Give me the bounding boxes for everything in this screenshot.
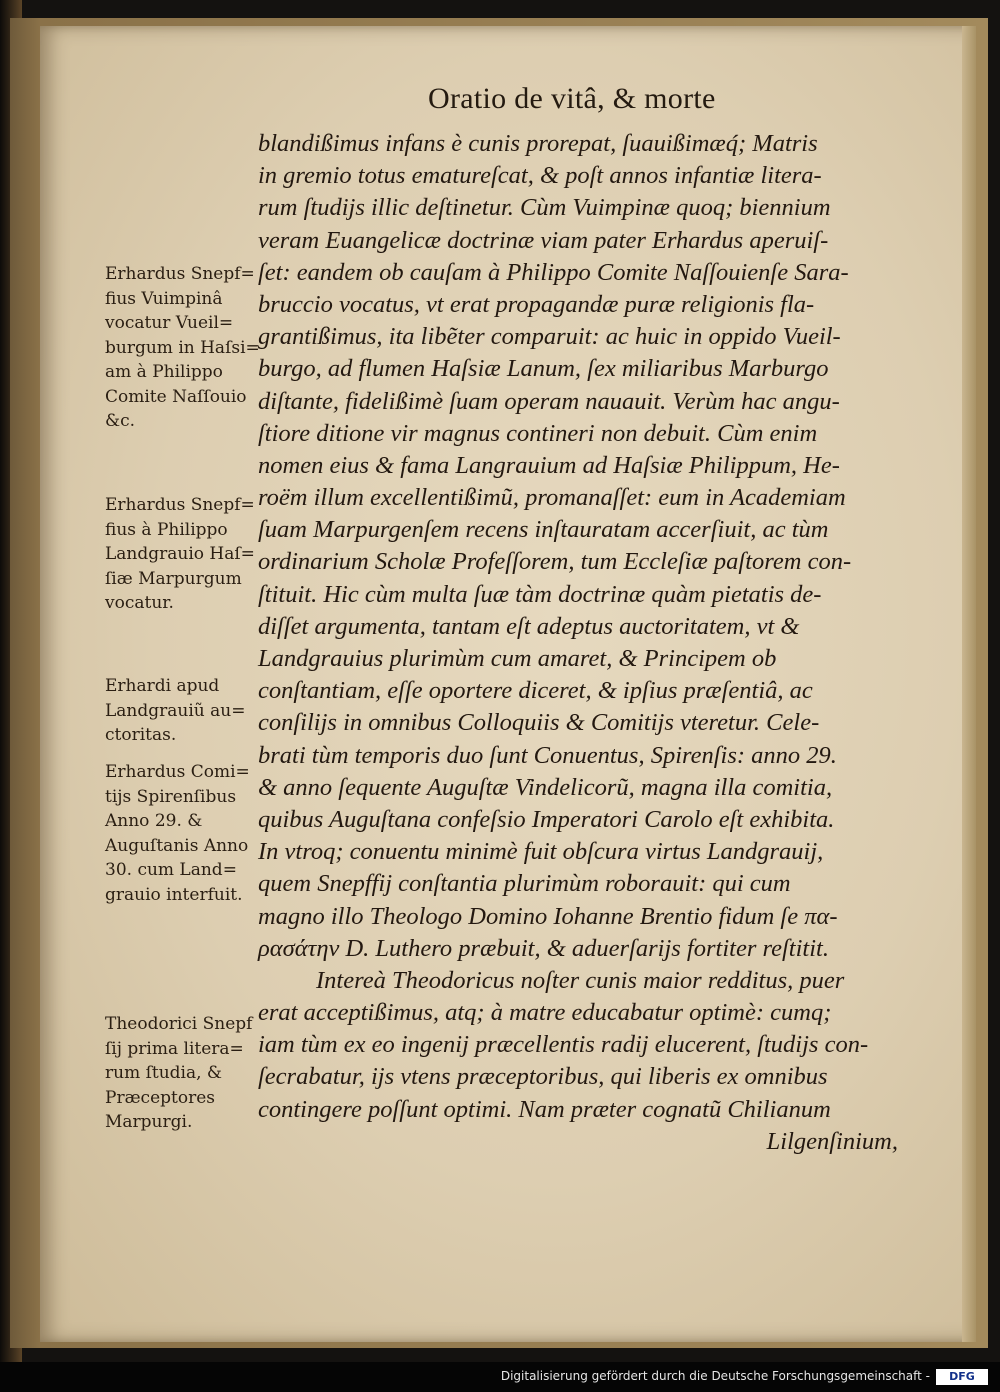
text-line: contingere poſſunt optimi. Nam præter cognatũ Chilianum xyxy=(258,1095,831,1123)
text-line: magno illo Theologo Domino Iohanne Brentio fidum ſe πα- xyxy=(258,902,838,930)
main-text xyxy=(258,128,908,1158)
margin-note-line: ſiæ Marpurgum xyxy=(105,568,242,589)
margin-note-line: fius à Philippo xyxy=(105,519,228,540)
margin-note-line: am à Philippo xyxy=(105,362,223,382)
text-line: iam tùm ex eo ingenij præcellentis radij elucerent, ſtudijs con- xyxy=(258,1031,869,1059)
text-line: ſtiore ditione vir magnus contineri non debuit. Cùm enim xyxy=(258,419,818,447)
margin-note-line: Theodorici Snepf xyxy=(105,1014,253,1034)
text-line: nomen eius & fama Langrauium ad Haſsiæ Philippum, He- xyxy=(258,451,840,479)
text-line: grantißimus, ita libẽter comparuit: ac huic in oppido Vueil- xyxy=(258,323,841,351)
text-line: ſtituit. Hic cùm multa ſuæ tàm doctrinæ quàm pietatis de- xyxy=(258,580,822,608)
text-line: conſilijs in omnibus Colloquiis & Comitijs vteretur. Cele- xyxy=(258,709,820,737)
margin-note-line: Præceptores xyxy=(105,1087,215,1108)
margin-note-line: Anno 29. & xyxy=(105,811,203,831)
text-line: In vtroq; conuentu minimè fuit obſcura virtus Landgrauij, xyxy=(258,838,824,866)
page-edge xyxy=(962,26,976,1342)
margin-note-line: Erhardus Snepf= xyxy=(105,495,255,515)
margin-note-line: grauio interfuit. xyxy=(105,884,243,905)
margin-note-line: fius Vuimpinâ xyxy=(105,288,223,309)
margin-note-line: ſij prima litera= xyxy=(105,1038,244,1059)
text-line: diſſet argumenta, tantam eſt adeptus auctoritatem, vt & xyxy=(258,612,800,640)
text-line: ordinarium Scholæ Profeſſorem, tum Eccleſiæ paſtorem con- xyxy=(258,548,852,576)
text-line: ſuam Marpurgenſem recens inſtauratam accerſiuit, ac tùm xyxy=(258,516,829,544)
margin-note-line: Landgrauio Haſ= xyxy=(105,544,255,564)
text-line: rum ſtudijs illic deſtinetur. Cùm Vuimpinæ quoq; biennium xyxy=(258,194,831,222)
text-line: veram Euangelicæ doctrinæ viam pater Erhardus aperuiſ- xyxy=(258,226,829,254)
margin-note-line: Auguſtanis Anno xyxy=(105,835,249,856)
margin-note-line: Comite Naſſouio xyxy=(105,386,247,407)
text-line: in gremio totus ematureſcat, & poſt annos infantiæ litera- xyxy=(258,162,822,190)
digitization-credit: Digitalisierung gefördert durch die Deutsche Forschungsgemeinschaft - xyxy=(500,1369,930,1383)
margin-note-line: rum ſtudia, & xyxy=(105,1063,223,1083)
margin-note-line: vocatur Vueil= xyxy=(105,313,234,333)
footer-bar xyxy=(0,1362,1000,1392)
margin-note-line: Erhardi apud xyxy=(105,676,220,696)
margin-note-line: burgum in Haſsi= xyxy=(105,337,260,358)
text-line: brati tùm temporis duo ſunt Conuentus, Spirenſis: anno 29. xyxy=(258,741,837,769)
margin-note xyxy=(105,674,245,748)
text-line: Intereà Theodoricus noſter cunis maior redditus, puer xyxy=(316,966,845,994)
text-line: ſet: eandem ob cauſam à Philippo Comite Naſſouienſe Sara- xyxy=(258,258,849,286)
text-line: erat acceptißimus, atq; à matre educabatur optimè: cumq; xyxy=(258,999,832,1027)
text-line: Landgrauius plurimùm cum amaret, & Principem ob xyxy=(258,645,777,672)
margin-note-line: &c. xyxy=(105,411,136,431)
margin-note-line: Landgrauiũ au= xyxy=(105,700,246,721)
dfg-logo: DFG xyxy=(936,1369,988,1385)
text-line: roëm illum excellentißimũ, promanaſſet: eum in Academiam xyxy=(258,484,846,512)
text-line: ſecrabatur, ijs vtens præceptoribus, qui liberis ex omnibus xyxy=(258,1063,828,1091)
margin-note-line: Erhardus Comi= xyxy=(105,762,250,782)
text-line: & anno ſequente Auguſtæ Vindelicorũ, magna illa comitia, xyxy=(258,773,833,801)
text-line: blandißimus infans è cunis prorepat, ſuauißimæq́; Matris xyxy=(258,130,818,157)
text-line: quem Snepffij conſtantia plurimùm roborauit: qui cum xyxy=(258,870,791,898)
margin-note xyxy=(105,262,260,434)
margin-note xyxy=(105,1012,252,1135)
margin-note-line: ctoritas. xyxy=(105,725,177,745)
text-line: ρασάτην D. Luthero præbuit, & aduerſarijs fortiter reſtitit. xyxy=(258,934,829,962)
margin-note-line: Marpurgi. xyxy=(105,1112,193,1132)
margin-note-line: Erhardus Snepf= xyxy=(105,264,255,284)
text-line: diſtante, fidelißimè ſuam operam nauauit. Verùm hac angu- xyxy=(258,387,840,415)
catchword: Lilgenſinium, xyxy=(766,1127,898,1155)
running-title: Oratio de vitâ, & morte xyxy=(428,82,716,115)
margin-note-line: vocatur. xyxy=(105,593,174,613)
text-line: bruccio vocatus, vt erat propagandæ puræ religionis fla- xyxy=(258,290,815,318)
margin-note xyxy=(105,493,255,616)
margin-note-line: tijs Spirenſibus xyxy=(105,786,237,807)
margin-note xyxy=(105,760,250,907)
text-line: burgo, ad flumen Haſsiæ Lanum, ſex miliaribus Marburgo xyxy=(258,355,829,383)
text-line: conſtantiam, eſſe oportere diceret, & ipſius præſentiâ, ac xyxy=(258,677,813,705)
margin-note-line: 30. cum Land= xyxy=(105,860,237,880)
text-line: quibus Auguſtana confeſsio Imperatori Carolo eſt exhibita. xyxy=(258,805,835,833)
